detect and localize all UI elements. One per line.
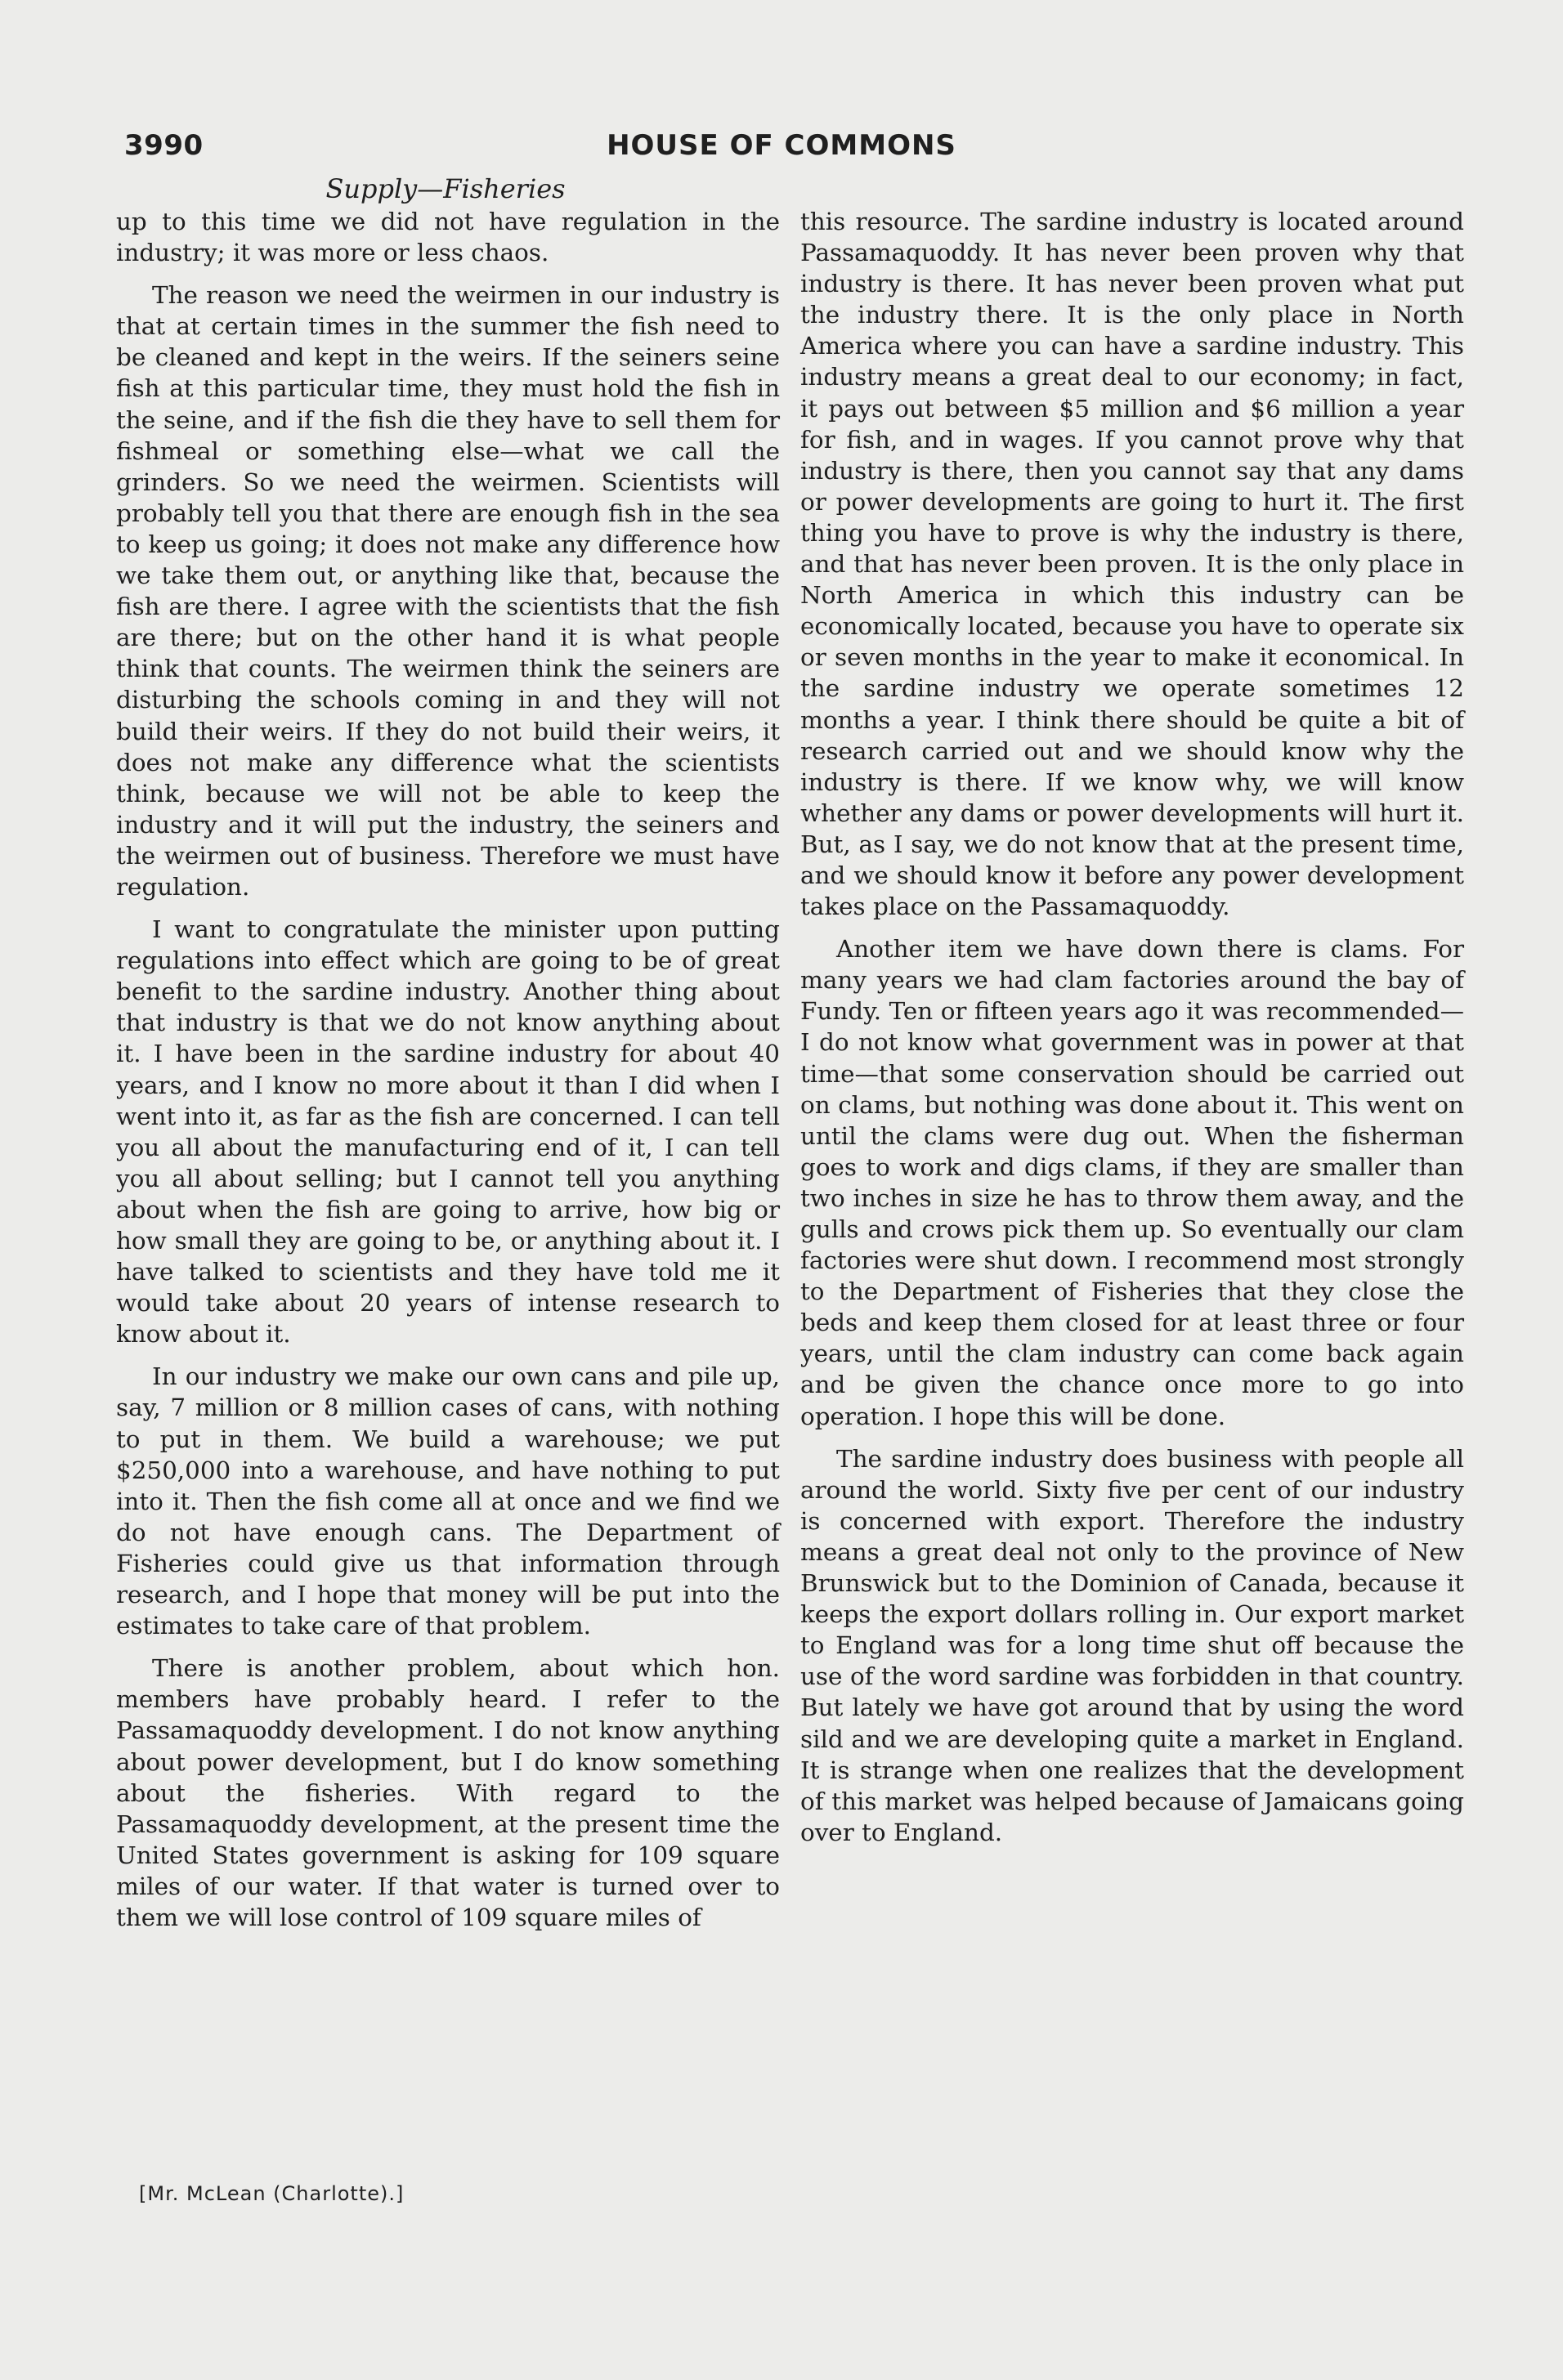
paragraph: this resource. The sardine industry is located around Passamaquoddy. It has never been proven why that industry is there. It has never been proven what put the industry there. It is the only place in North America where you can have a sardine industry. This industry means a great deal to our economy; in fact, it pays out between $5 million and $6 million a year for fish, and in wages. If you cannot prove why that industry is there, then you cannot say that any dams or power developments are going to hurt it. The first thing you have to prove is why the industry is there, and that has never been proven. It is the only place in North America in which this industry can be economically located, because you have to operate six or seven months in the year to make it economical. In the sardine industry we operate sometimes 12 months a year. I think there should be quite a bit of research carried out and we should know why the industry is there. If we know why, we will know whether any dams or power developments will hurt it. But, as I say, we do not know that at the present time, and we should know it before any power development takes place on the Passamaquoddy.: [800, 208, 1464, 921]
left-column: [116, 206, 780, 1944]
page-number: 3990: [124, 129, 204, 162]
right-column: [800, 206, 1464, 1859]
paragraph: Another item we have down there is clams. For many years we had clam factories around the bay of Fundy. Ten or fifteen years ago it was recommended—I do not know what government was in power at that time—that some conservation should be carried out on clams, but nothing was done about it. This went on until the clams were dug out. When the fisherman goes to work and digs clams, if they are smaller than two inches in size he has to throw them away, and the gulls and crows pick them up. So eventually our clam factories were shut down. I recommend most strongly to the Department of Fisheries that they close the beds and keep them closed for at least three or four years, until the clam industry can come back again and be given the chance once more to go into operation. I hope this will be done.: [800, 935, 1464, 1430]
running-head: HOUSE OF COMMONS: [607, 129, 956, 162]
speaker-footnote: [Mr. McLean (Charlotte).]: [139, 2182, 405, 2205]
section-head: Supply—Fisheries: [325, 173, 566, 204]
paragraph: There is another problem, about which hon. members have probably heard. I refer to the Passamaquoddy development. I do not know anything about power development, but I do know something about the fisheries. With regard to the Passamaquoddy development, at the present time the United States government is asking for 109 square miles of our water. If that water is turned over to them we will lose control of 109 square miles of: [116, 1654, 780, 1931]
paragraph: I want to congratulate the minister upon putting regulations into effect which are going to be of great benefit to the sardine industry. Another thing about that industry is that we do not know anything about it. I have been in the sardine industry for about 40 years, and I know no more about it than I did when I went into it, as far as the fish are concerned. I can tell you all about the manufacturing end of it, I can tell you all about selling; but I cannot tell you anything about when the fish are going to arrive, how big or how small they are going to be, or anything about it. I have talked to scientists and they have told me it would take about 20 years of intense research to know about it.: [116, 915, 780, 1349]
paragraph: The sardine industry does business with people all around the world. Sixty five per cent of our industry is concerned with export. Therefore the industry means a great deal not only to the province of New Brunswick but to the Dominion of Canada, because it keeps the export dollars rolling in. Our export market to England was for a long time shut off because the use of the word sardine was forbidden in that country. But lately we have got around that by using the word sild and we are developing quite a market in England. It is strange when one realizes that the development of this market was helped because of Jamaicans going over to England.: [800, 1444, 1464, 1846]
paragraph: In our industry we make our own cans and pile up, say, 7 million or 8 million cases of cans, with nothing to put in them. We build a warehouse; we put $250,000 into a warehouse, and have nothing to put into it. Then the fish come all at once and we find we do not have enough cans. The Department of Fisheries could give us that information through research, and I hope that money will be put into the estimates to take care of that problem.: [116, 1362, 780, 1640]
paragraph: up to this time we did not have regulation in the industry; it was more or less chaos.: [116, 208, 780, 267]
paragraph: The reason we need the weirmen in our industry is that at certain times in the summer the fish need to be cleaned and kept in the weirs. If the seiners seine fish at this particular time, they must hold the fish in the seine, and if the fish die they have to sell them for fishmeal or something else—what we call the grinders. So we need the weirmen. Scientists will probably tell you that there are enough fish in the sea to keep us going; it does not make any difference how we take them out, or anything like that, because the fish are there. I agree with the scientists that the fish are there; but on the other hand it is what people think that counts. The weirmen think the seiners are disturbing the schools coming in and they will not build their weirs. If they do not build their weirs, it does not make any difference what the scientists think, because we will not be able to keep the industry and it will put the industry, the seiners and the weirmen out of business. Therefore we must have regulation.: [116, 281, 780, 901]
